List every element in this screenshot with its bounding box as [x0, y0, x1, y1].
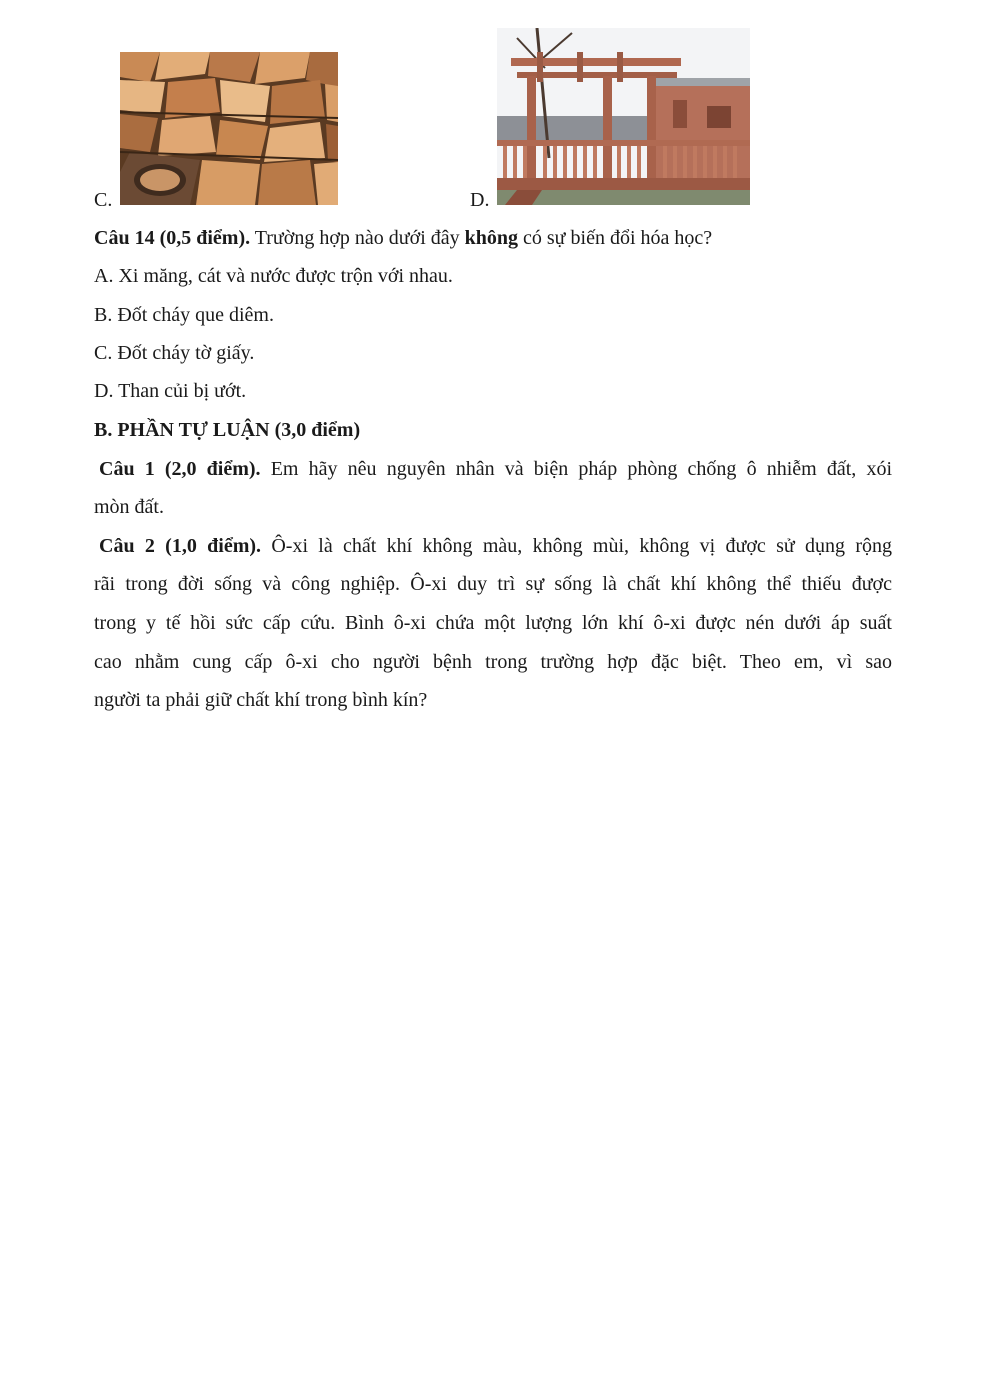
essay-question-2-line-5: người ta phải giữ chất khí trong bình kín? — [94, 689, 428, 711]
essay-question-2-heading: Câu 2 (1,0 điểm). — [99, 535, 262, 557]
essay-question-2-line-2: rãi trong đời sống và công nghiệp. Ô-xi duy trì sự sống là chất khí không thể thiếu được — [94, 573, 892, 595]
question-14-option-a: A. Xi măng, cát và nước được trộn với nhau. — [94, 265, 453, 287]
wooden-house-pergola-photo-icon — [497, 28, 750, 205]
essay-question-1-line-1: Câu 1 (2,0 điểm). Em hãy nêu nguyên nhân và biện pháp phòng chống ô nhiễm đất, xói — [99, 458, 892, 480]
question-14-emphasis: không — [464, 227, 519, 249]
section-b-title: B. PHẦN TỰ LUẬN (3,0 điểm) — [94, 419, 361, 441]
option-d-image-label: D. — [470, 189, 490, 211]
essay-question-1-heading: Câu 1 (2,0 điểm). — [99, 458, 261, 480]
essay-question-2-line-3: trong y tế hồi sức cấp cứu. Bình ô-xi chứa một lượng lớn khí ô-xi được nén dưới áp suất — [94, 612, 892, 634]
question-14-option-c: C. Đốt cháy tờ giấy. — [94, 342, 255, 364]
question-14-option-d: D. Than củi bị ướt. — [94, 380, 247, 402]
question-14-heading: Câu 14 (0,5 điểm). — [94, 227, 251, 249]
essay-question-2-line-4: cao nhằm cung cấp ô-xi cho người bệnh trong trường hợp đặc biệt. Theo em, vì sao — [94, 651, 892, 673]
question-14-prompt: Câu 14 (0,5 điểm). Trường hợp nào dưới đây không có sự biến đổi hóa học? — [94, 227, 713, 249]
firewood-pile-photo-icon — [120, 52, 338, 205]
essay-question-2-line-1: Câu 2 (1,0 điểm). Ô-xi là chất khí không màu, không mùi, không vị được sử dụng rộng — [99, 535, 892, 557]
option-c-image-label: C. — [94, 189, 113, 211]
question-14-option-b: B. Đốt cháy que diêm. — [94, 304, 274, 326]
essay-question-1-line-2: mòn đất. — [94, 496, 164, 518]
